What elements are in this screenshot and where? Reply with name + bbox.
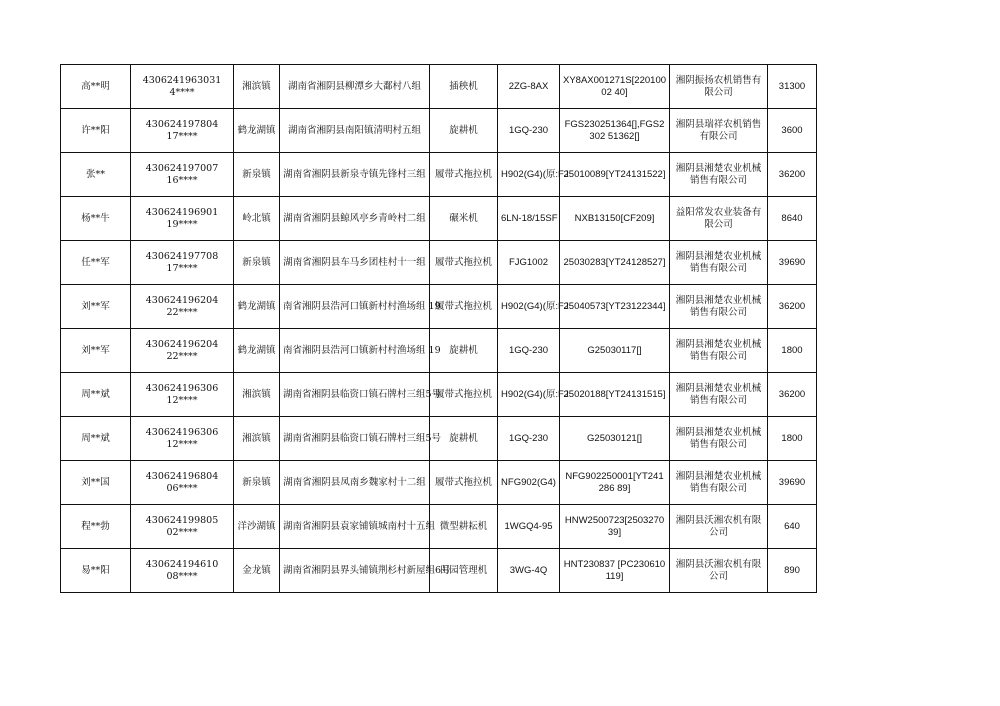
id-number-cell: 430624197804 17**** [131, 109, 234, 153]
applicant-name-cell: 刘**国 [61, 461, 131, 505]
model-cell: 1WGQ4-95 [498, 505, 560, 549]
town-cell: 鹤龙湖镇 [234, 329, 280, 373]
amount-cell: 890 [768, 549, 817, 593]
table-row [61, 373, 817, 417]
table-row [61, 329, 817, 373]
address-cell: 湖南省湘阴县凤南乡魏家村十二组 [280, 461, 430, 505]
serial-number-cell: NXB13150[CF209] [560, 197, 670, 241]
dealer-cell: 湘阴县湘楚农业机械销售有限公司 [670, 153, 768, 197]
serial-number-cell: HNT230837 [PC230610119] [560, 549, 670, 593]
amount-cell: 640 [768, 505, 817, 549]
dealer-cell: 湘阴县湘楚农业机械销售有限公司 [670, 329, 768, 373]
town-cell: 鹤龙湖镇 [234, 109, 280, 153]
amount-cell: 31300 [768, 65, 817, 109]
table-row [61, 65, 817, 109]
address-cell: 湖南省湘阴县新泉寺镇先锋村三组 [280, 153, 430, 197]
model-cell: H902(G4)(原:FJ [498, 373, 560, 417]
address-cell: 湖南省湘阴县柳潭乡大鄱村八组 [280, 65, 430, 109]
address-cell: 湖南省湘阴县界头铺镇荆杉村新屋组6号 [280, 549, 430, 593]
table-row [61, 417, 817, 461]
model-cell: 2ZG-8AX [498, 65, 560, 109]
serial-number-cell: G25030117[] [560, 329, 670, 373]
amount-cell: 39690 [768, 461, 817, 505]
dealer-cell: 湘阴县沃湘农机有限公司 [670, 549, 768, 593]
table-row [61, 461, 817, 505]
dealer-cell: 湘阴县瑞祥农机销售有限公司 [670, 109, 768, 153]
model-cell: 1GQ-230 [498, 417, 560, 461]
machine-type-cell: 旋耕机 [430, 329, 498, 373]
town-cell: 湘滨镇 [234, 417, 280, 461]
machine-type-cell: 履带式拖拉机 [430, 373, 498, 417]
model-cell: FJG1002 [498, 241, 560, 285]
serial-number-cell: 25020188[YT24131515] [560, 373, 670, 417]
applicant-name-cell: 周**斌 [61, 373, 131, 417]
applicant-name-cell: 许**阳 [61, 109, 131, 153]
id-number-cell: 430624196306 12**** [131, 417, 234, 461]
address-cell: 南省湘阴县浩河口镇新村村渔场组 19 [280, 285, 430, 329]
serial-number-cell: 25040573[YT23122344] [560, 285, 670, 329]
town-cell: 鹤龙湖镇 [234, 285, 280, 329]
address-cell: 湖南省湘阴县临资口镇石牌村三组5号 [280, 417, 430, 461]
dealer-cell: 益阳常发农业装备有限公司 [670, 197, 768, 241]
machine-type-cell: 履带式拖拉机 [430, 461, 498, 505]
model-cell: 3WG-4Q [498, 549, 560, 593]
id-number-cell: 430624196204 22**** [131, 285, 234, 329]
serial-number-cell: 25010089[YT24131522] [560, 153, 670, 197]
amount-cell: 1800 [768, 417, 817, 461]
machine-type-cell: 履带式拖拉机 [430, 241, 498, 285]
serial-number-cell: XY8AX001271S[22010002 40] [560, 65, 670, 109]
town-cell: 洋沙湖镇 [234, 505, 280, 549]
model-cell: H902(G4)(原:FJ [498, 153, 560, 197]
address-cell: 湖南省湘阴县鲸风亭乡青岭村二组 [280, 197, 430, 241]
town-cell: 湘滨镇 [234, 373, 280, 417]
amount-cell: 3600 [768, 109, 817, 153]
model-cell: H902(G4)(原:FJ [498, 285, 560, 329]
town-cell: 金龙镇 [234, 549, 280, 593]
machine-type-cell: 田园管理机 [430, 549, 498, 593]
address-cell: 南省湘阴县浩河口镇新村村渔场组 19 [280, 329, 430, 373]
model-cell: 1GQ-230 [498, 329, 560, 373]
dealer-cell: 湘阴县沃湘农机有限公司 [670, 505, 768, 549]
dealer-cell: 湘阴县湘楚农业机械销售有限公司 [670, 373, 768, 417]
amount-cell: 1800 [768, 329, 817, 373]
address-cell: 湖南省湘阴县袁家铺镇城南村十五组 [280, 505, 430, 549]
table-row [61, 241, 817, 285]
id-number-cell: 4306241963031 4**** [131, 65, 234, 109]
applicant-name-cell: 高**明 [61, 65, 131, 109]
machine-type-cell: 旋耕机 [430, 417, 498, 461]
machine-type-cell: 插秧机 [430, 65, 498, 109]
town-cell: 新泉镇 [234, 461, 280, 505]
machine-type-cell: 旋耕机 [430, 109, 498, 153]
table-row [61, 285, 817, 329]
id-number-cell: 430624196204 22**** [131, 329, 234, 373]
applicant-name-cell: 程**勃 [61, 505, 131, 549]
applicant-name-cell: 张** [61, 153, 131, 197]
applicant-name-cell: 易**阳 [61, 549, 131, 593]
dealer-cell: 湘阴县湘楚农业机械销售有限公司 [670, 417, 768, 461]
model-cell: 1GQ-230 [498, 109, 560, 153]
subsidy-table-sheet [60, 64, 817, 593]
machine-type-cell: 微型耕耘机 [430, 505, 498, 549]
id-number-cell: 430624199805 02**** [131, 505, 234, 549]
address-cell: 湖南省湘阴县南阳镇清明村五组 [280, 109, 430, 153]
town-cell: 岭北镇 [234, 197, 280, 241]
model-cell: 6LN-18/15SF [498, 197, 560, 241]
subsidy-table [60, 64, 817, 593]
amount-cell: 36200 [768, 153, 817, 197]
id-number-cell: 430624197007 16**** [131, 153, 234, 197]
dealer-cell: 湘阴县湘楚农业机械销售有限公司 [670, 461, 768, 505]
id-number-cell: 430624196306 12**** [131, 373, 234, 417]
applicant-name-cell: 任**军 [61, 241, 131, 285]
serial-number-cell: NFG902250001[YT241286 89] [560, 461, 670, 505]
id-number-cell: 430624197708 17**** [131, 241, 234, 285]
address-cell: 湖南省湘阴县临资口镇石牌村三组5号 [280, 373, 430, 417]
town-cell: 新泉镇 [234, 153, 280, 197]
table-row [61, 505, 817, 549]
id-number-cell: 430624194610 08**** [131, 549, 234, 593]
id-number-cell: 430624196804 06**** [131, 461, 234, 505]
applicant-name-cell: 周**斌 [61, 417, 131, 461]
amount-cell: 36200 [768, 373, 817, 417]
town-cell: 新泉镇 [234, 241, 280, 285]
serial-number-cell: FGS230251364[],FGS2302 51362[] [560, 109, 670, 153]
serial-number-cell: 25030283[YT24128527] [560, 241, 670, 285]
table-row [61, 197, 817, 241]
machine-type-cell: 履带式拖拉机 [430, 153, 498, 197]
serial-number-cell: HNW2500723[250327039] [560, 505, 670, 549]
serial-number-cell: G25030121[] [560, 417, 670, 461]
machine-type-cell: 碾米机 [430, 197, 498, 241]
model-cell: NFG902(G4) [498, 461, 560, 505]
amount-cell: 8640 [768, 197, 817, 241]
table-row [61, 109, 817, 153]
town-cell: 湘滨镇 [234, 65, 280, 109]
dealer-cell: 湘阴县湘楚农业机械销售有限公司 [670, 241, 768, 285]
applicant-name-cell: 杨**牛 [61, 197, 131, 241]
amount-cell: 39690 [768, 241, 817, 285]
address-cell: 湖南省湘阴县车马乡团桂村十一组 [280, 241, 430, 285]
dealer-cell: 湘阴振扬农机销售有限公司 [670, 65, 768, 109]
table-row [61, 153, 817, 197]
dealer-cell: 湘阴县湘楚农业机械销售有限公司 [670, 285, 768, 329]
amount-cell: 36200 [768, 285, 817, 329]
applicant-name-cell: 刘**军 [61, 329, 131, 373]
id-number-cell: 430624196901 19**** [131, 197, 234, 241]
applicant-name-cell: 刘**军 [61, 285, 131, 329]
table-row [61, 549, 817, 593]
machine-type-cell: 履带式拖拉机 [430, 285, 498, 329]
